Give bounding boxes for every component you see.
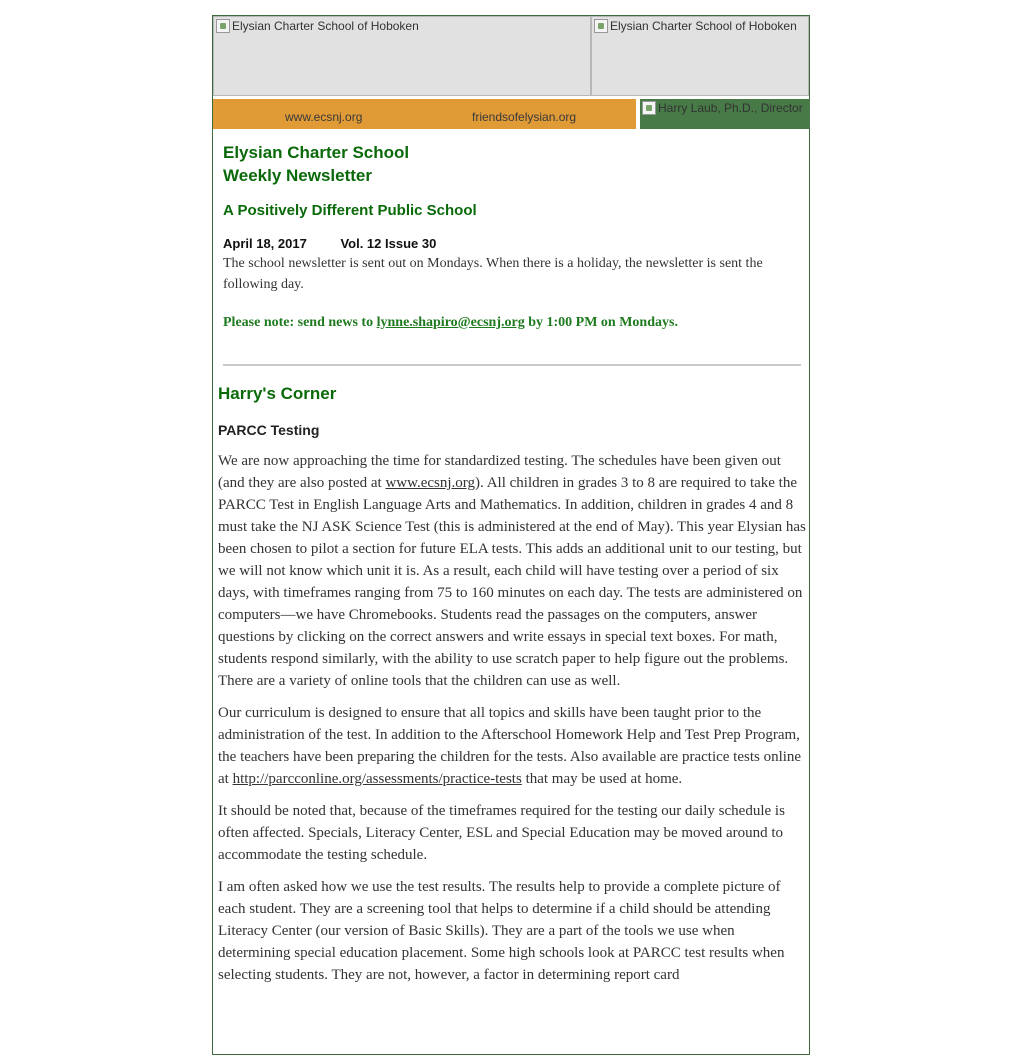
website-link[interactable]: www.ecsnj.org bbox=[285, 110, 363, 124]
school-banner-image bbox=[213, 16, 591, 96]
school-banner-image-right bbox=[591, 16, 809, 96]
school-banner-alt-text: Elysian Charter School of Hoboken bbox=[232, 19, 419, 33]
school-banner-right-alt-text: Elysian Charter School of Hoboken bbox=[610, 19, 797, 33]
issue-date: April 18, 2017 bbox=[223, 236, 307, 251]
director-alt-text: Harry Laub, Ph.D., Director bbox=[658, 101, 803, 115]
issue-volume: Vol. 12 Issue 30 bbox=[340, 236, 437, 251]
newsletter-frame bbox=[212, 15, 810, 1055]
submission-email-link[interactable]: lynne.shapiro@ecsnj.org bbox=[376, 315, 525, 330]
paragraph-2 bbox=[218, 702, 808, 790]
broken-image-icon bbox=[594, 19, 608, 33]
school-tagline: A Positively Different Public School bbox=[223, 202, 477, 219]
director-image bbox=[640, 99, 810, 129]
ecsnj-website-link[interactable]: www.ecsnj.org bbox=[385, 475, 476, 491]
practice-tests-link[interactable]: http://parcconline.org/assessments/practice-tests bbox=[232, 771, 522, 787]
submission-note-prefix: Please note: send news to bbox=[223, 315, 377, 330]
submission-note bbox=[223, 315, 678, 331]
paragraph-3: It should be noted that, because of the timeframes required for the testing our daily schedule is often affected. Specials, Literacy Center, ESL and Special Education may be moved around to accommodate the testing schedule. bbox=[218, 803, 785, 863]
article-body bbox=[218, 450, 808, 996]
broken-image-icon bbox=[216, 19, 230, 33]
title-line-2: Weekly Newsletter bbox=[223, 166, 372, 185]
paragraph-1-text-b: ). All children in grades 3 to 8 are required to take the PARCC Test in English Language Arts and Mathematics. In addition, children in grades 4 and 8 must take the NJ ASK Science Test (this is administered at the end of May). This year Elysian has been chosen to pilot a section for future ELA tests. This adds an additional unit to our testing, but we will not know which unit it is. As a result, each child will have testing over a period of six days, with timeframes ranging from 75 to 160 minutes on each day. The tests are administered on computers—we have Chromebooks. Students read the passages on the computers, answer questions by clicking on the correct answers and write essays in special text boxes. For math, students respond similarly, with the ability to use scratch paper to help figure out the problems. There are a variety of online tools that the children can use as well. bbox=[218, 475, 806, 689]
paragraph-2-text-b: that may be used at home. bbox=[521, 771, 683, 787]
paragraph-1 bbox=[218, 450, 808, 692]
newsletter-title bbox=[223, 141, 409, 187]
friends-link[interactable]: friendsofelysian.org bbox=[472, 110, 577, 124]
parcc-testing-heading: PARCC Testing bbox=[218, 422, 320, 438]
schedule-note: The school newsletter is sent out on Mondays. When there is a holiday, the newsletter is sent the following day. bbox=[223, 256, 763, 292]
paragraph-4: I am often asked how we use the test results. The results help to provide a complete picture of each student. They are a screening tool that helps to determine if a child should be attending Literacy Center (our version of Basic Skills). They are a part of the tools we use when determining special education placement. Some high schools look at PARCC test results when selecting students. They are not, however, a factor in determining report card bbox=[218, 879, 785, 983]
title-line-1: Elysian Charter School bbox=[223, 143, 410, 162]
links-bar bbox=[213, 99, 636, 129]
section-divider bbox=[223, 364, 801, 366]
submission-note-suffix: by 1:00 PM on Mondays. bbox=[524, 315, 678, 330]
harrys-corner-heading: Harry's Corner bbox=[218, 384, 337, 403]
issue-dateline bbox=[223, 236, 436, 251]
broken-image-icon bbox=[642, 101, 656, 115]
paragraph-1-text-a: We are now approaching the time for standardized testing. The schedules have been given out (and they are also posted at bbox=[218, 453, 781, 491]
paragraph-2-text-a: Our curriculum is designed to ensure that all topics and skills have been taught prior to the administration of the test. In addition to the Afterschool Homework Help and Test Prep Program, the teachers have been preparing the children for the tests. Also available are practice tests online at bbox=[218, 705, 802, 787]
